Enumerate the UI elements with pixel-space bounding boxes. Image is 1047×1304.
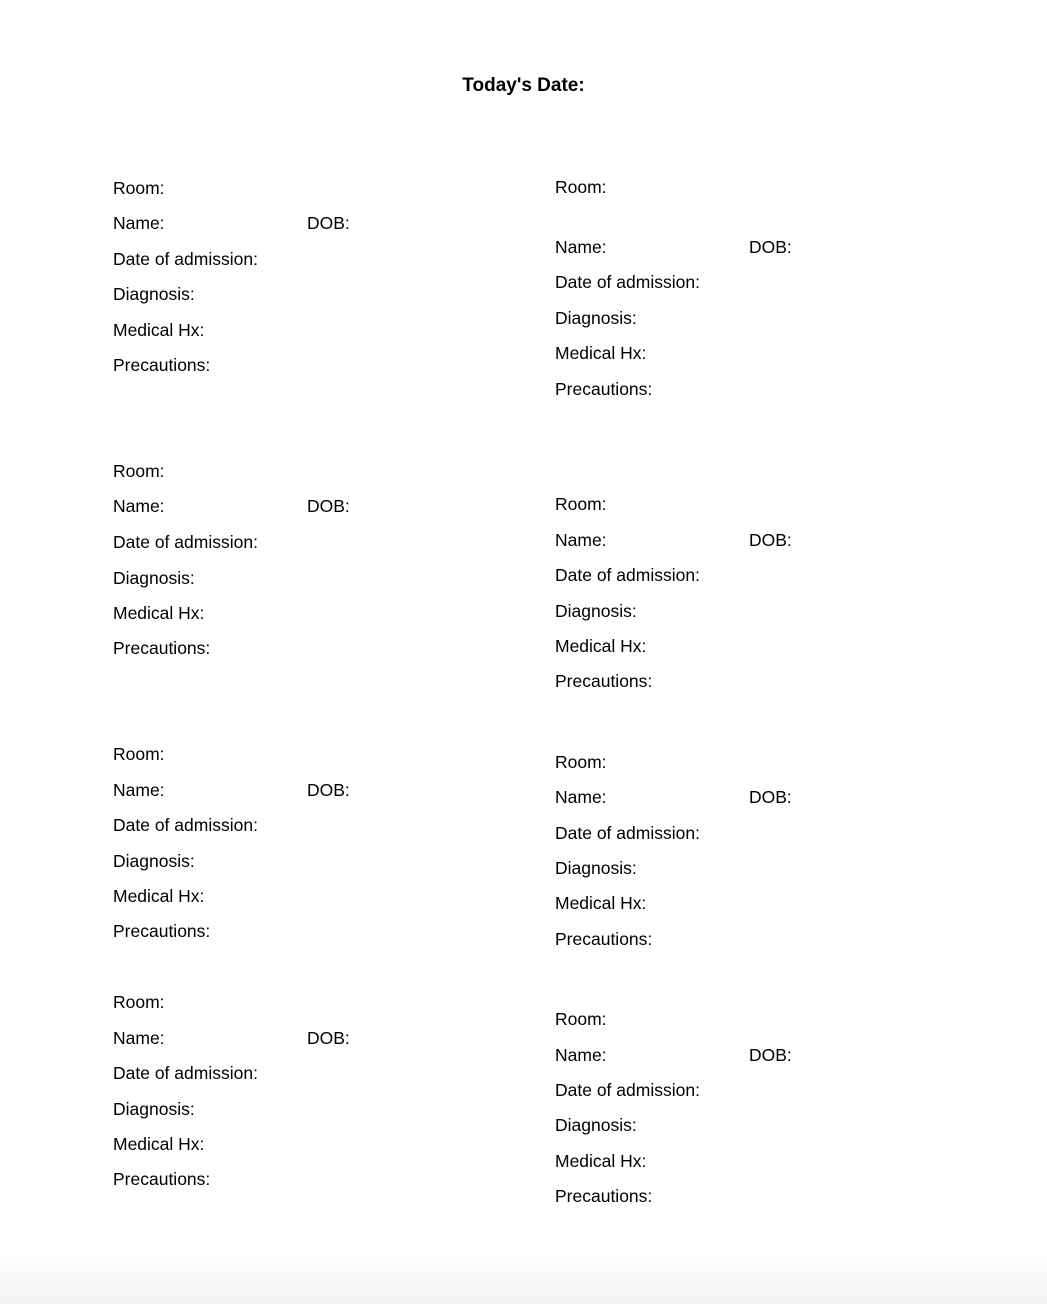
medical-hx-label: Medical Hx:	[113, 886, 205, 906]
dob-label: DOB:	[307, 496, 350, 516]
precautions-label: Precautions:	[555, 929, 653, 949]
diagnosis-label: Diagnosis:	[113, 1099, 195, 1119]
name-label: Name:	[555, 530, 607, 550]
room-label: Room:	[555, 177, 607, 197]
room-label: Room:	[555, 494, 607, 514]
diagnosis-label: Diagnosis:	[555, 308, 637, 328]
dob-label: DOB:	[749, 530, 792, 550]
diagnosis-label: Diagnosis:	[113, 851, 195, 871]
medical-hx-label: Medical Hx:	[555, 893, 647, 913]
admission-date-label: Date of admission:	[113, 1063, 258, 1083]
name-label: Name:	[555, 787, 607, 807]
precautions-label: Precautions:	[113, 1169, 211, 1189]
admission-date-label: Date of admission:	[113, 815, 258, 835]
name-label: Name:	[113, 496, 165, 516]
precautions-label: Precautions:	[555, 671, 653, 691]
admission-date-label: Date of admission:	[113, 249, 258, 269]
name-label: Name:	[555, 237, 607, 257]
room-label: Room:	[113, 178, 165, 198]
medical-hx-label: Medical Hx:	[555, 636, 647, 656]
diagnosis-label: Diagnosis:	[555, 601, 637, 621]
medical-hx-label: Medical Hx:	[555, 1151, 647, 1171]
dob-label: DOB:	[307, 213, 350, 233]
medical-hx-label: Medical Hx:	[113, 320, 205, 340]
room-label: Room:	[113, 461, 165, 481]
medical-hx-label: Medical Hx:	[113, 603, 205, 623]
room-label: Room:	[555, 1009, 607, 1029]
page-title: Today's Date:	[462, 75, 585, 96]
admission-date-label: Date of admission:	[113, 532, 258, 552]
diagnosis-label: Diagnosis:	[113, 568, 195, 588]
page-bottom-shadow	[0, 1254, 1047, 1304]
room-label: Room:	[113, 992, 165, 1012]
admission-date-label: Date of admission:	[555, 565, 700, 585]
room-label: Room:	[113, 744, 165, 764]
precautions-label: Precautions:	[113, 921, 211, 941]
admission-date-label: Date of admission:	[555, 823, 700, 843]
precautions-label: Precautions:	[555, 1186, 653, 1206]
admission-date-label: Date of admission:	[555, 272, 700, 292]
name-label: Name:	[555, 1045, 607, 1065]
room-label: Room:	[555, 752, 607, 772]
medical-hx-label: Medical Hx:	[555, 343, 647, 363]
name-label: Name:	[113, 1028, 165, 1048]
medical-hx-label: Medical Hx:	[113, 1134, 205, 1154]
name-label: Name:	[113, 780, 165, 800]
diagnosis-label: Diagnosis:	[113, 284, 195, 304]
dob-label: DOB:	[307, 1028, 350, 1048]
precautions-label: Precautions:	[113, 638, 211, 658]
precautions-label: Precautions:	[555, 379, 653, 399]
dob-label: DOB:	[749, 1045, 792, 1065]
dob-label: DOB:	[749, 237, 792, 257]
diagnosis-label: Diagnosis:	[555, 858, 637, 878]
admission-date-label: Date of admission:	[555, 1080, 700, 1100]
dob-label: DOB:	[749, 787, 792, 807]
diagnosis-label: Diagnosis:	[555, 1115, 637, 1135]
name-label: Name:	[113, 213, 165, 233]
precautions-label: Precautions:	[113, 355, 211, 375]
dob-label: DOB:	[307, 780, 350, 800]
